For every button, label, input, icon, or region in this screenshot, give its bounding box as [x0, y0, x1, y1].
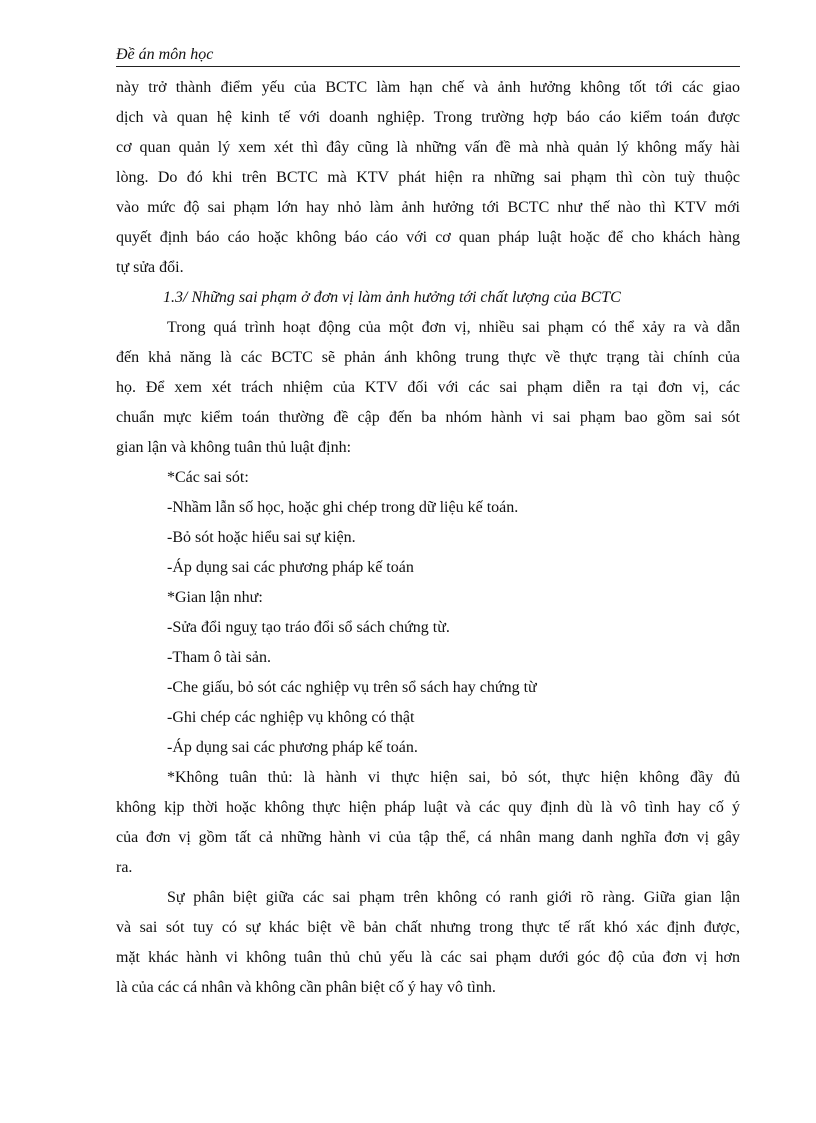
list-item: -Nhầm lẫn số học, hoặc ghi chép trong dữ liệu kế toán.: [167, 499, 519, 516]
text-line: đến khả năng là các BCTC sẽ phản ánh không trung thực về thực trạng tài chính của: [116, 349, 740, 366]
list-item: -Tham ô tài sản.: [167, 649, 271, 666]
list-item: -Sửa đổi nguỵ tạo tráo đổi sổ sách chứng từ.: [167, 619, 450, 636]
text-line: Trong quá trình hoạt động của một đơn vị, nhiều sai phạm có thể xảy ra và dẫn: [167, 319, 740, 336]
list-item: -Ghi chép các nghiệp vụ không có thật: [167, 709, 415, 726]
text-line: vào mức độ sai phạm lớn hay nhỏ làm ảnh hưởng tới BCTC như thế nào thì KTV mới: [116, 199, 740, 216]
list-item: -Áp dụng sai các phương pháp kế toán.: [167, 739, 418, 756]
text-line: dịch và quan hệ kinh tế với doanh nghiệp. Trong trường hợp báo cáo kiểm toán được: [116, 109, 740, 126]
text-line: của đơn vị gồm tất cả những hành vi của tập thể, cá nhân mang danh nghĩa đơn vị gây: [116, 829, 740, 846]
document-body: [116, 73, 740, 1003]
text-line: tự sửa đổi.: [116, 259, 184, 276]
section-heading: 1.3/ Những sai phạm ở đơn vị làm ảnh hưởng tới chất lượng của BCTC: [163, 289, 621, 306]
text-line: này trở thành điểm yếu của BCTC làm hạn chế và ảnh hưởng không tốt tới các giao: [116, 79, 740, 96]
text-line: Sự phân biệt giữa các sai phạm trên không có ranh giới rõ ràng. Giữa gian lận: [167, 889, 740, 906]
list-item: -Che giấu, bỏ sót các nghiệp vụ trên sổ sách hay chứng từ: [167, 679, 537, 696]
text-line: không kịp thời hoặc không thực hiện pháp luật và các quy định dù là vô tình hay cố ý: [116, 799, 740, 816]
list-heading: *Các sai sót:: [167, 469, 249, 486]
text-line: và sai sót tuy có sự khác biệt về bản chất nhưng trong thực tế rất khó xác định được,: [116, 919, 740, 936]
text-line: gian lận và không tuân thủ luật định:: [116, 439, 352, 456]
text-line: quyết định báo cáo hoặc không báo cáo với cơ quan pháp luật hoặc để cho khách hàng: [116, 229, 740, 246]
list-heading: *Gian lận như:: [167, 589, 263, 606]
text-line: mặt khác hành vi không tuân thủ chủ yếu là các sai phạm dưới góc độ của đơn vị hơn: [116, 949, 740, 966]
text-line: họ. Để xem xét trách nhiệm của KTV đối với các sai phạm diễn ra tại đơn vị, các: [116, 379, 740, 396]
text-line: lòng. Do đó khi trên BCTC mà KTV phát hiện ra những sai phạm thì còn tuỳ thuộc: [116, 169, 740, 186]
text-line: cơ quan quản lý xem xét thì đây cũng là những vấn đề mà nhà quản lý không mấy hài: [116, 139, 740, 156]
list-item: -Bỏ sót hoặc hiểu sai sự kiện.: [167, 529, 356, 546]
list-item: -Áp dụng sai các phương pháp kế toán: [167, 559, 414, 576]
text-line: *Không tuân thủ: là hành vi thực hiện sai, bỏ sót, thực hiện không đầy đủ: [167, 769, 740, 786]
text-line: chuẩn mực kiểm toán thường đề cập đến ba nhóm hành vi sai phạm bao gồm sai sót: [116, 409, 740, 426]
text-line: là của các cá nhân và không cần phân biệt cố ý hay vô tình.: [116, 979, 496, 996]
text-line: ra.: [116, 859, 133, 876]
page-header: Đề án môn học: [116, 44, 740, 67]
